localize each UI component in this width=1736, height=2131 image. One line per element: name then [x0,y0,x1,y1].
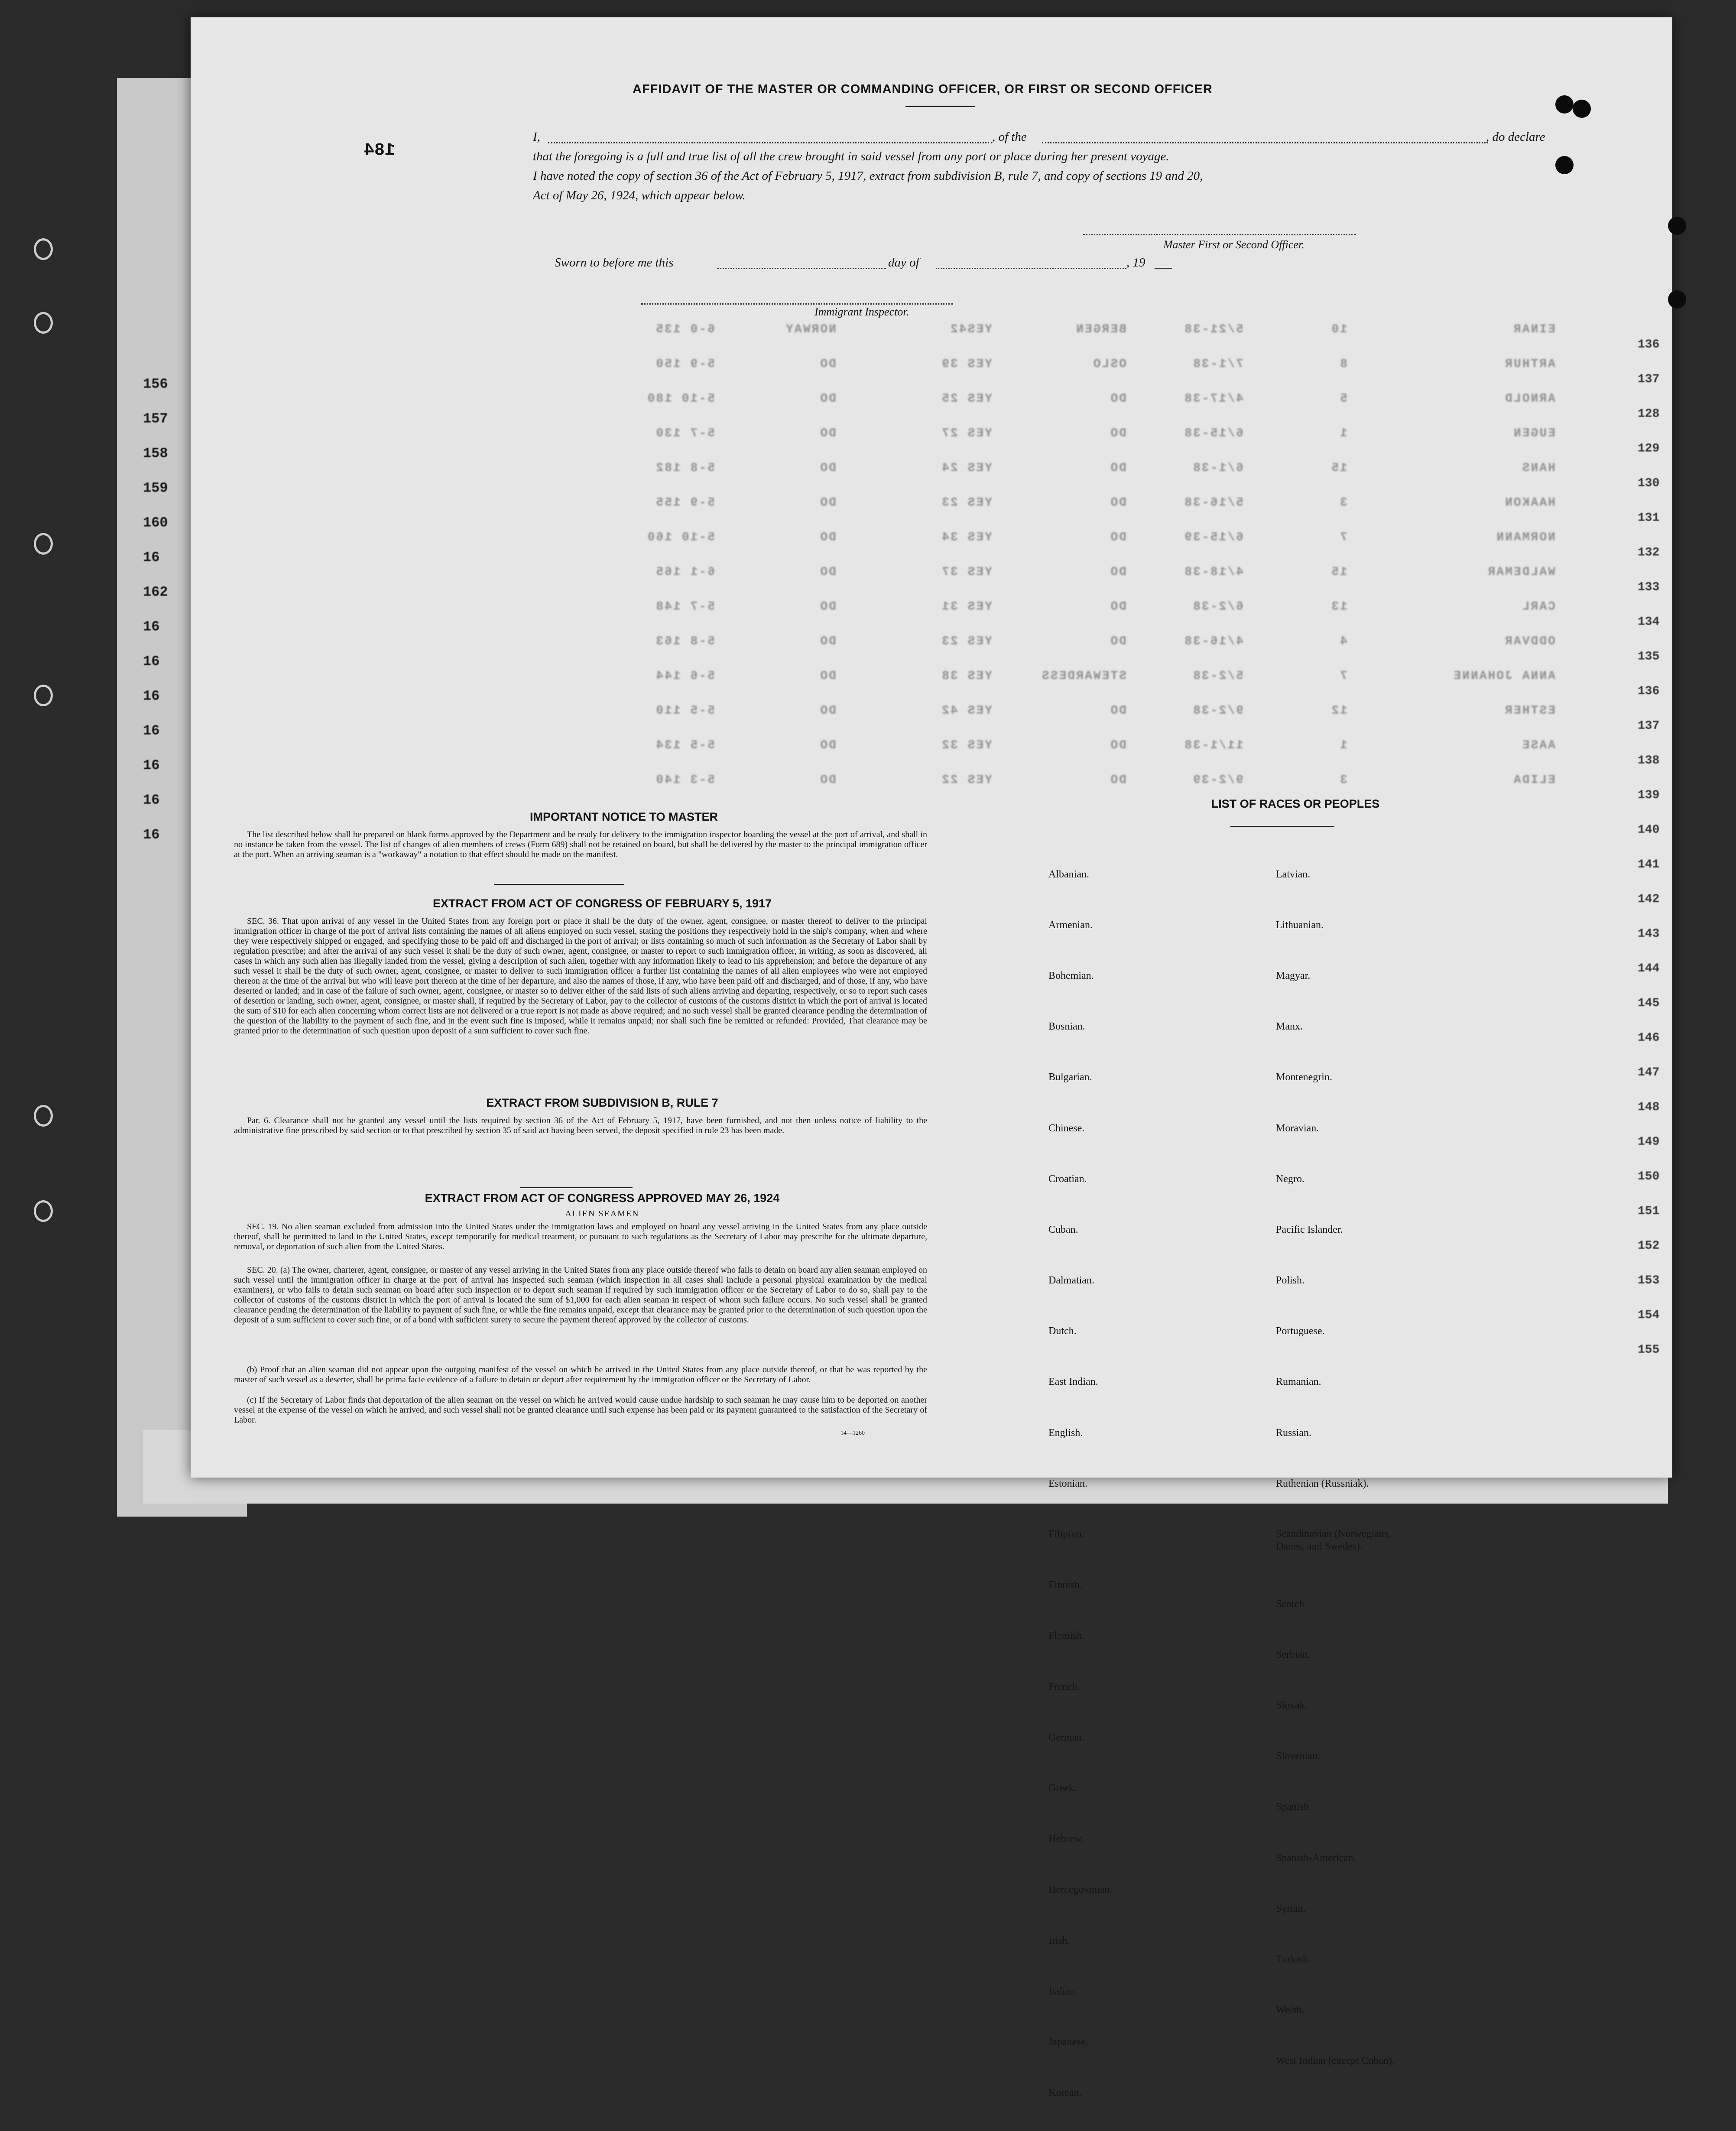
signature-field[interactable] [1083,234,1356,235]
divider [494,884,624,885]
affidavit-line1-of: , of the [992,130,1027,144]
race-item: Portuguese. [1276,1325,1325,1337]
margin-number: 151 [1638,1205,1660,1218]
margin-number: 152 [1638,1239,1660,1253]
race-item: Filipino. [1048,1529,1084,1540]
left-margin-numbers [143,376,191,861]
race-item: Croatian. [1048,1173,1087,1185]
race-item: Moravian. [1276,1122,1319,1134]
races-col2 [1276,836,1484,2099]
inspector-signature-field[interactable] [641,303,953,305]
margin-number: 135 [1638,650,1660,663]
race-item: Korean. [1048,2087,1082,2099]
margin-number: 16 [143,653,160,669]
margin-number: 146 [1638,1031,1660,1045]
race-item: Russian. [1276,1427,1312,1439]
punch-hole [1555,156,1574,174]
extract-rule7-heading: EXTRACT FROM SUBDIVISION B, RULE 7 [486,1096,718,1109]
extract-1917-text: SEC. 36. That upon arrival of any vessel in the United States from any foreign port or place it shall be the duty of the owner, agent, consignee, or master thereof to deliver to the principal immigration officer in charge of the port of arrival lists containing the names of all aliens employed on such vessel, stating the positions they respectively hold in the ship's company, when and where they were respectively shipped or engaged, and specifying those to be paid off and discharged in the port of arrival; or lists containing so much of such information as the Secretary of Labor shall by regulation prescribe; and after the arrival of any such vessel it shall be the duty of such owner, agent, consignee, or master to report to such immigration officer, in writing, as soon as discovered, all cases in which any such alien has illegally landed from the vessel, giving a description of such alien, together with any information likely to lead to his apprehension; and before the departure of any such vessel it shall be the duty of such owner, agent, consignee, or master to deliver to such immigration officer a further list containing the names of all alien employees who were not employed thereon at the time of the arrival but who will leave port thereon at the time of her departure, and also the names of those, if any, who have been paid off and discharged, and of those, if any, who have deserted or landed; and in case of the failure of such owner, agent, consignee, or master so to deliver either of the said lists of such aliens arriving and departing, respectively, or so to report such cases of desertion or landing, such owner, agent, consignee, or master shall, if required by the Secretary of Labor, pay to the collector of customs of the customs district in which the port of arrival is located the sum of $10 for each alien concerning whom correct lists are not delivered or a true report is not made as above required; and no such vessel shall be granted clearance pending the determination of the question of the liability to the payment of such fine, and in the event such fine is imposed, while it remains unpaid; nor shall such fine be remitted or refunded: Provided, That clearance may be granted prior to the determination of such question upon deposit of a sum sufficient to cover such fine. [234,916,927,1036]
extract-1924-sec20c: (c) If the Secretary of Labor finds that deportation of the alien seaman on the vessel on which he arrived would cause undue hardship to such seaman he may cause him to be deported on another vessel at the expense of the vessel on which he arrived, and such vessel shall not be granted clearance until such expense has been paid or its payment guaranteed to the satisfaction of the Secretary of Labor. [234,1395,927,1425]
binder-hole [34,1200,53,1222]
race-item: East Indian. [1048,1376,1098,1388]
race-item: Dutch. [1048,1325,1077,1337]
margin-number: 160 [143,515,168,531]
extract-1924-sec20a: SEC. 20. (a) The owner, charterer, agent, consignee, or master of any vessel arriving in the United States from any place outside thereof who fails to detain on board any alien seaman employed on such vessel until the immigration officer in charge at the port of arrival has inspected such seaman (which inspection in all cases shall include a personal physical examination by the medical examiners), or who fails to detain such seaman on board after such inspection or to deport such seaman if required by such immigration officer or the Secretary of Labor to do so, shall pay to the collector of customs of the customs district in which the port of arrival is located the sum of $1,000 for each alien seaman in respect of whom such failure occurs. No such vessel shall be granted clearance pending the determination of the liability to payment of such fine, or while the fine remains unpaid, except that clearance may be granted prior to the determination of such question upon the deposit of a sum sufficient to cover such fine, or of a bond with sufficient surety to secure the payment thereof approved by the collector of customs. [234,1265,927,1325]
sworn-day-field[interactable] [717,268,886,269]
margin-number: 128 [1638,407,1660,421]
margin-number: 131 [1638,511,1660,525]
bleed-row: ELIDA 3 9/2-39 DO YES 22 DO 5-3 140 [655,773,1555,787]
margin-number: 129 [1638,442,1660,455]
bleed-row: WALDEMAR 15 4/18-38 DO YES 37 DO 6-1 165 [655,565,1555,579]
extract-1924-subheading: ALIEN SEAMEN [565,1209,639,1218]
punch-hole [1555,95,1574,114]
race-item: Dalmatian. [1048,1275,1094,1286]
race-item: Greek. [1048,1782,1077,1794]
sworn-start: Sworn to before me this [555,256,674,270]
punch-hole [1668,290,1686,309]
race-item: Japanese. [1048,2036,1088,2048]
race-item: Cuban. [1048,1224,1078,1235]
binder-hole [34,312,53,334]
margin-number: 142 [1638,893,1660,906]
margin-number: 16 [143,549,160,565]
bleed-row: ESTHER 12 9/2-38 DO YES 42 DO 5-5 110 [655,704,1555,718]
races-heading: LIST OF RACES OR PEOPLES [1211,797,1380,810]
race-item: Irish. [1048,1935,1070,1946]
race-item: Chinese. [1048,1122,1085,1134]
notice-text: The list described below shall be prepared on blank forms approved by the Department and be ready for delivery to the immigration inspector boarding the vessel at the port of arrival, and shall in no instance be taken from the vessel. The list of changes of alien members of crews (Form 689) shall not be retained on board, but shall be delivered by the master to the principal immigration officer at the port. When an arriving seaman is a "workaway" a notation to that effect should be made on the manifest. [234,830,927,859]
race-item: Finnish. [1048,1579,1083,1591]
binder-hole [34,685,53,706]
extract-1924-sec20b: (b) Proof that an alien seaman did not appear upon the outgoing manifest of the vessel on which he arrived in the United States from any place outside thereof, or that he was reported by the master of such vessel as a deserter, shall be prima facie evidence of a failure to detain or deport after requirement by the immigration officer or the Secretary of Labor. [234,1365,927,1384]
vessel-name-field[interactable] [1042,142,1488,143]
margin-number: 16 [143,688,160,704]
sworn-year-label: , 19 [1126,256,1145,270]
bleed-row: ARTHUR 8 7/1-38 OSLO YES 39 DO 5-9 150 [655,357,1555,371]
sworn-year-field[interactable] [1155,268,1172,269]
race-item: Serbian. [1276,1649,1311,1660]
race-item: Albanian. [1048,868,1089,880]
extract-1924-sec19: SEC. 19. No alien seaman excluded from admission into the United States under the immigration laws and employed on board any vessel arriving in the United States from any place outside thereof, shall be permitted to land in the United States, except temporarily for medical treatment, or pursuant to such regulations as the Secretary of Labor may prescribe for the ultimate departure, removal, or deportation of such alien from the United States. [234,1222,927,1251]
affidavit-line2: that the foregoing is a full and true list of all the crew brought in said vessel from any port or place during her present voyage. [533,149,1169,163]
margin-number: 136 [1638,338,1660,351]
race-item: Syrian. [1276,1903,1306,1914]
race-item: Spanish. [1276,1801,1312,1813]
race-item: Hercegovinian. [1048,1884,1113,1896]
affidavit-title: AFFIDAVIT OF THE MASTER OR COMMANDING OFFICER, OR FIRST OR SECOND OFFICER [633,82,1213,96]
race-item: English. [1048,1427,1083,1439]
races-col1 [1048,836,1204,2131]
notice-heading: IMPORTANT NOTICE TO MASTER [530,810,718,823]
extract-1917-heading: EXTRACT FROM ACT OF CONGRESS OF FEBRUARY 5, 1917 [432,897,772,910]
affidavit-line1-start: I, [533,130,540,144]
races-divider [1230,826,1334,827]
bleed-row: CARL 13 6/2-38 DO YES 31 DO 5-7 148 [655,600,1555,614]
race-item: Bohemian. [1048,970,1094,981]
inspector-label: Immigrant Inspector. [814,305,909,318]
race-item: Hebrew. [1048,1833,1084,1845]
margin-number: 136 [1638,685,1660,698]
bleed-row: ANNA JOHANNE 7 5/2-38 STEWARDESS YES 38 DO 5-6 144 [655,669,1555,683]
margin-number: 147 [1638,1066,1660,1079]
margin-number: 16 [143,619,160,635]
margin-number: 162 [143,584,168,600]
race-item: Flemish. [1048,1630,1085,1642]
right-margin-numbers [1638,338,1672,1378]
race-item: Bulgarian. [1048,1072,1092,1083]
bleed-row: EINAR 10 5/21-38 BERGEN YES42 NORWAY 6-0 135 [655,323,1555,336]
manifest-sheet [191,17,1672,2099]
affidavit-line4: Act of May 26, 1924, which appear below. [533,188,746,202]
race-item: Manx. [1276,1021,1303,1033]
margin-number: 158 [143,445,168,461]
bleed-row: AASE 1 11/1-38 DO YES 32 DO 5-5 134 [655,739,1555,752]
sworn-day-label: day of [888,256,919,270]
binder-hole [34,1105,53,1127]
margin-number: 139 [1638,789,1660,802]
bleed-row: ODDVAR 4 4/16-38 DO YES 23 DO 5-8 163 [655,635,1555,648]
page-number: 184 [364,141,396,160]
margin-number: 159 [143,480,168,496]
margin-number: 16 [143,723,160,739]
race-item: Polish. [1276,1275,1305,1286]
race-item: Latvian. [1276,868,1311,880]
extract-1924-heading: EXTRACT FROM ACT OF CONGRESS APPROVED MAY 26, 1924 [425,1192,780,1205]
margin-number: 134 [1638,615,1660,629]
race-item: Montenegrin. [1276,1072,1332,1083]
race-item: Armenian. [1048,919,1093,931]
race-item: Pacific Islander. [1276,1224,1343,1235]
race-item: Scandinavian (Norwegians, Danes, and Swedes). [1276,1528,1391,1553]
signature-label: Master First or Second Officer. [1163,238,1304,251]
divider [520,1187,633,1188]
race-item: German. [1048,1731,1085,1743]
bleed-through-list [507,323,1555,810]
margin-number: 154 [1638,1309,1660,1322]
race-item: Spanish-American. [1276,1852,1356,1864]
race-item: West Indian (except Cuban). [1276,2055,1395,2067]
margin-number: 130 [1638,477,1660,490]
margin-number: 144 [1638,962,1660,975]
title-underline [905,106,975,107]
margin-number: 16 [143,827,160,843]
bleed-row: HAAKON 3 5/16-38 DO YES 23 DO 5-9 155 [655,496,1555,510]
race-item: Slovenian. [1276,1751,1320,1762]
punch-hole [1668,217,1686,235]
margin-number: 137 [1638,719,1660,733]
margin-number: 150 [1638,1170,1660,1183]
margin-number: 138 [1638,754,1660,767]
affidavit-line3: I have noted the copy of section 36 of the Act of February 5, 1917, extract from subdivision B, rule 7, and copy of sections 19 and 20, [533,169,1203,183]
extract-rule7-text: Par. 6. Clearance shall not be granted any vessel until the lists required by section 36 of the Act of February 5, 1917, have been furnished, and not then unless notice of liability to the administrative fine prescribed by said section or to that prescribed by section 35 of said act having been served, the deposit specified in rule 23 has been made. [234,1116,927,1135]
race-item: Slovak. [1276,1700,1308,1711]
affidavit-line1-end: , do declare [1486,130,1545,144]
race-item: Italian. [1048,1985,1078,1997]
margin-number: 153 [1638,1274,1660,1287]
race-item: Magyar. [1276,970,1311,981]
race-item: Welsh. [1276,2004,1304,2016]
bleed-row: NORMANN 7 6/15-39 DO YES 34 DO 5-10 160 [646,531,1555,544]
race-item: Ruthenian (Russniak). [1276,1478,1369,1489]
form-code: 14—1260 [840,1430,865,1436]
sworn-month-field[interactable] [936,268,1126,269]
margin-number: 157 [143,411,168,427]
race-item: Negro. [1276,1173,1304,1185]
margin-number: 148 [1638,1101,1660,1114]
binder-hole [34,238,53,260]
margin-number: 156 [143,376,168,392]
margin-number: 141 [1638,858,1660,871]
master-name-field[interactable] [548,142,992,143]
punch-hole [1573,100,1591,118]
binder-hole [34,533,53,555]
bleed-row: HANS 15 6/1-38 DO YES 24 DO 5-8 182 [655,461,1555,475]
race-item: Scotch. [1276,1598,1307,1610]
race-item: Estonian. [1048,1478,1087,1489]
race-item: Bosnian. [1048,1021,1085,1033]
margin-number: 137 [1638,373,1660,386]
margin-number: 133 [1638,581,1660,594]
bleed-row: EUGEN 1 6/15-38 DO YES 27 DO 5-7 130 [655,427,1555,440]
margin-number: 16 [143,757,160,773]
margin-number: 132 [1638,546,1660,559]
race-item: Rumanian. [1276,1376,1321,1388]
margin-number: 145 [1638,997,1660,1010]
race-item: Lithuanian. [1276,919,1324,931]
margin-number: 149 [1638,1135,1660,1149]
margin-number: 140 [1638,823,1660,837]
margin-number: 143 [1638,927,1660,941]
race-item: Turkish. [1276,1953,1311,1965]
margin-number: 155 [1638,1343,1660,1357]
margin-number: 16 [143,792,160,808]
race-item: French. [1048,1681,1080,1692]
bleed-row: ARNOLD 5 4/17-38 DO YES 25 DO 5-10 180 [646,392,1555,406]
